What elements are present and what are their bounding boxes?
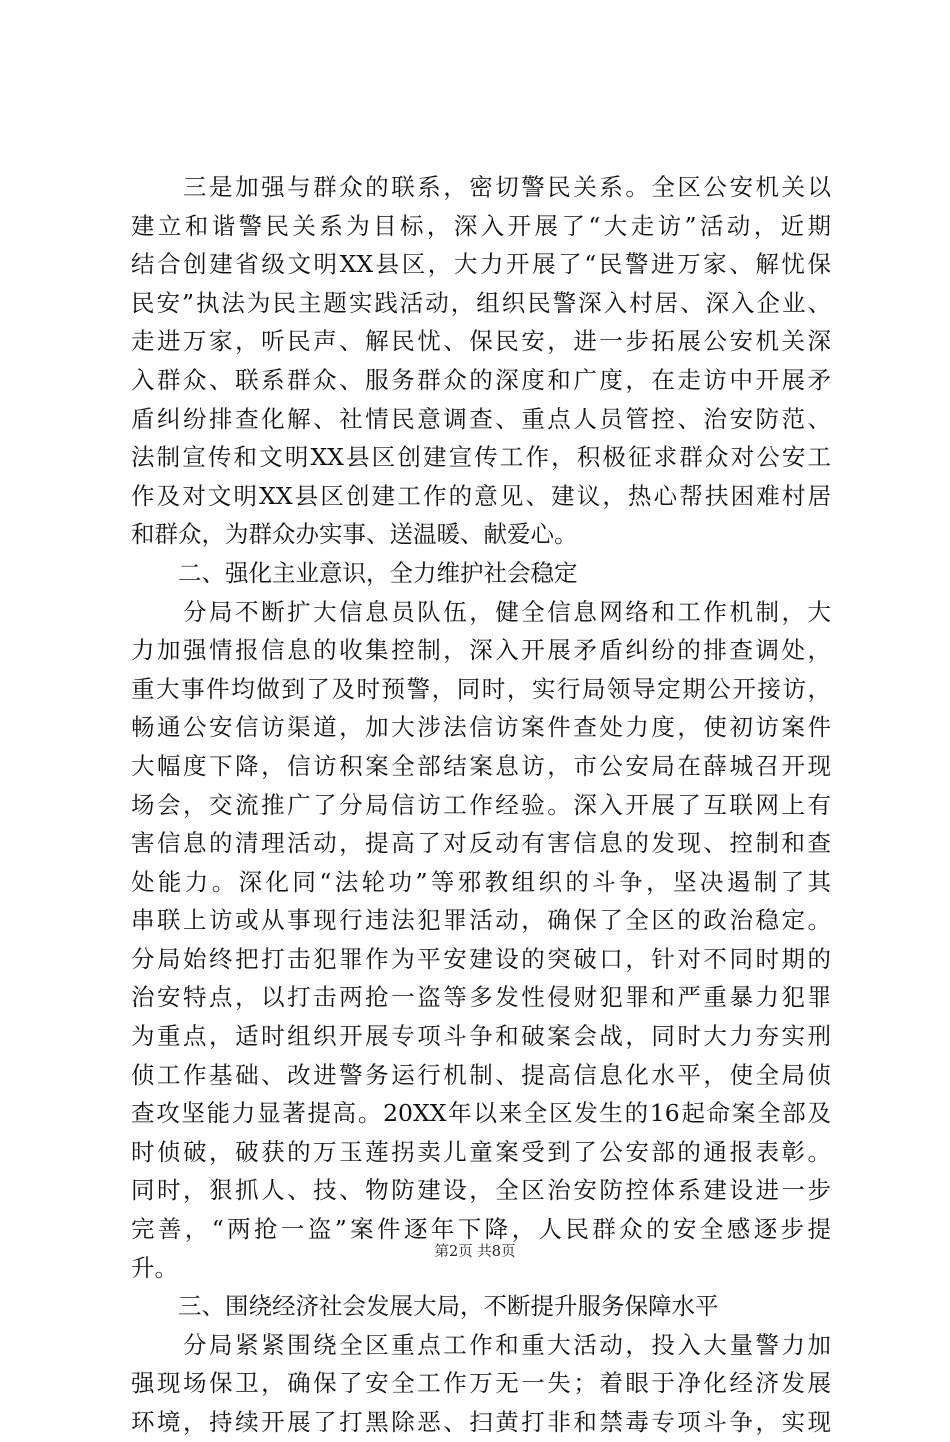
text-line: 侦工作基础、改进警务运行机制、提高信息化水平，使全局侦 — [131, 1060, 831, 1089]
text-line: 民安”执法为民主题实践活动，组织民警深入村居、深入企业、 — [131, 288, 831, 317]
text-line: 大幅度下降，信访积案全部结案息访，市公安局在薛城召开现 — [131, 751, 831, 780]
text-line: 为重点，适时组织开展专项斗争和破案会战，同时大力夯实刑 — [131, 1022, 831, 1051]
page-footer: 第2页 共8页 — [434, 1244, 516, 1260]
text-line: 入群众、联系群众、服务群众的深度和广度，在走访中开展矛 — [131, 365, 831, 394]
text-line: 完善，“两抢一盗”案件逐年下降，人民群众的安全感逐步提 — [131, 1215, 831, 1244]
text-line: 和群众，为群众办实事、送温暖、献爱心。 — [131, 520, 578, 549]
text-line: 场会，交流推广了分局信访工作经验。深入开展了互联网上有 — [131, 790, 831, 819]
text-line: 作及对文明XX县区创建工作的意见、建议，热心帮扶困难村居 — [131, 481, 831, 510]
text-line: 时侦破，破获的万玉莲拐卖儿童案受到了公安部的通报表彰。 — [131, 1137, 831, 1166]
text-line: 分局紧紧围绕全区重点工作和重大活动，投入大量警力加 — [131, 1330, 831, 1359]
section-heading: 二、强化主业意识，全力维护社会稳定 — [131, 558, 578, 587]
text-line: 畅通公安信访渠道，加大涉法信访案件查处力度，使初访案件 — [131, 713, 831, 742]
text-line: 查攻坚能力显著提高。20XX年以来全区发生的16起命案全部及 — [131, 1099, 831, 1128]
text-line: 处能力。深化同“法轮功”等邪教组织的斗争，坚决遏制了其 — [131, 867, 831, 896]
text-line: 分局不断扩大信息员队伍，健全信息网络和工作机制，大 — [131, 597, 831, 626]
text-line: 害信息的清理活动，提高了对反动有害信息的发现、控制和查 — [131, 829, 831, 858]
text-line: 治安特点，以打击两抢一盗等多发性侵财犯罪和严重暴力犯罪 — [131, 983, 831, 1012]
text-line: 升。 — [131, 1253, 178, 1282]
text-line: 环境，持续开展了打黑除恶、扫黄打非和禁毒专项斗争，实现 — [131, 1408, 831, 1436]
text-line: 法制宣传和文明XX县区创建宣传工作，积极征求群众对公安工 — [131, 443, 831, 472]
text-line: 强现场保卫，确保了安全工作万无一失；着眼于净化经济发展 — [131, 1369, 831, 1398]
text-line: 分局始终把打击犯罪作为平安建设的突破口，针对不同时期的 — [131, 944, 831, 973]
text-line: 结合创建省级文明XX县区，大力开展了“民警进万家、解忧保 — [131, 250, 831, 279]
text-line: 力加强情报信息的收集控制，深入开展矛盾纠纷的排查调处， — [131, 636, 831, 665]
text-line: 走进万家，听民声、解民忧、保民安，进一步拓展公安机关深 — [131, 327, 831, 356]
text-line: 重大事件均做到了及时预警，同时，实行局领导定期公开接访， — [131, 674, 831, 703]
section-heading: 三、围绕经济社会发展大局，不断提升服务保障水平 — [131, 1292, 719, 1321]
text-line: 三是加强与群众的联系，密切警民关系。全区公安机关以 — [131, 173, 831, 201]
text-line: 建立和谐警民关系为目标，深入开展了“大走访”活动，近期 — [131, 211, 831, 240]
text-line: 同时，狠抓人、技、物防建设，全区治安防控体系建设进一步 — [131, 1176, 831, 1205]
text-line: 盾纠纷排查化解、社情民意调查、重点人员管控、治安防范、 — [131, 404, 831, 433]
text-line: 串联上访或从事现行违法犯罪活动，确保了全区的政治稳定。 — [131, 906, 831, 935]
